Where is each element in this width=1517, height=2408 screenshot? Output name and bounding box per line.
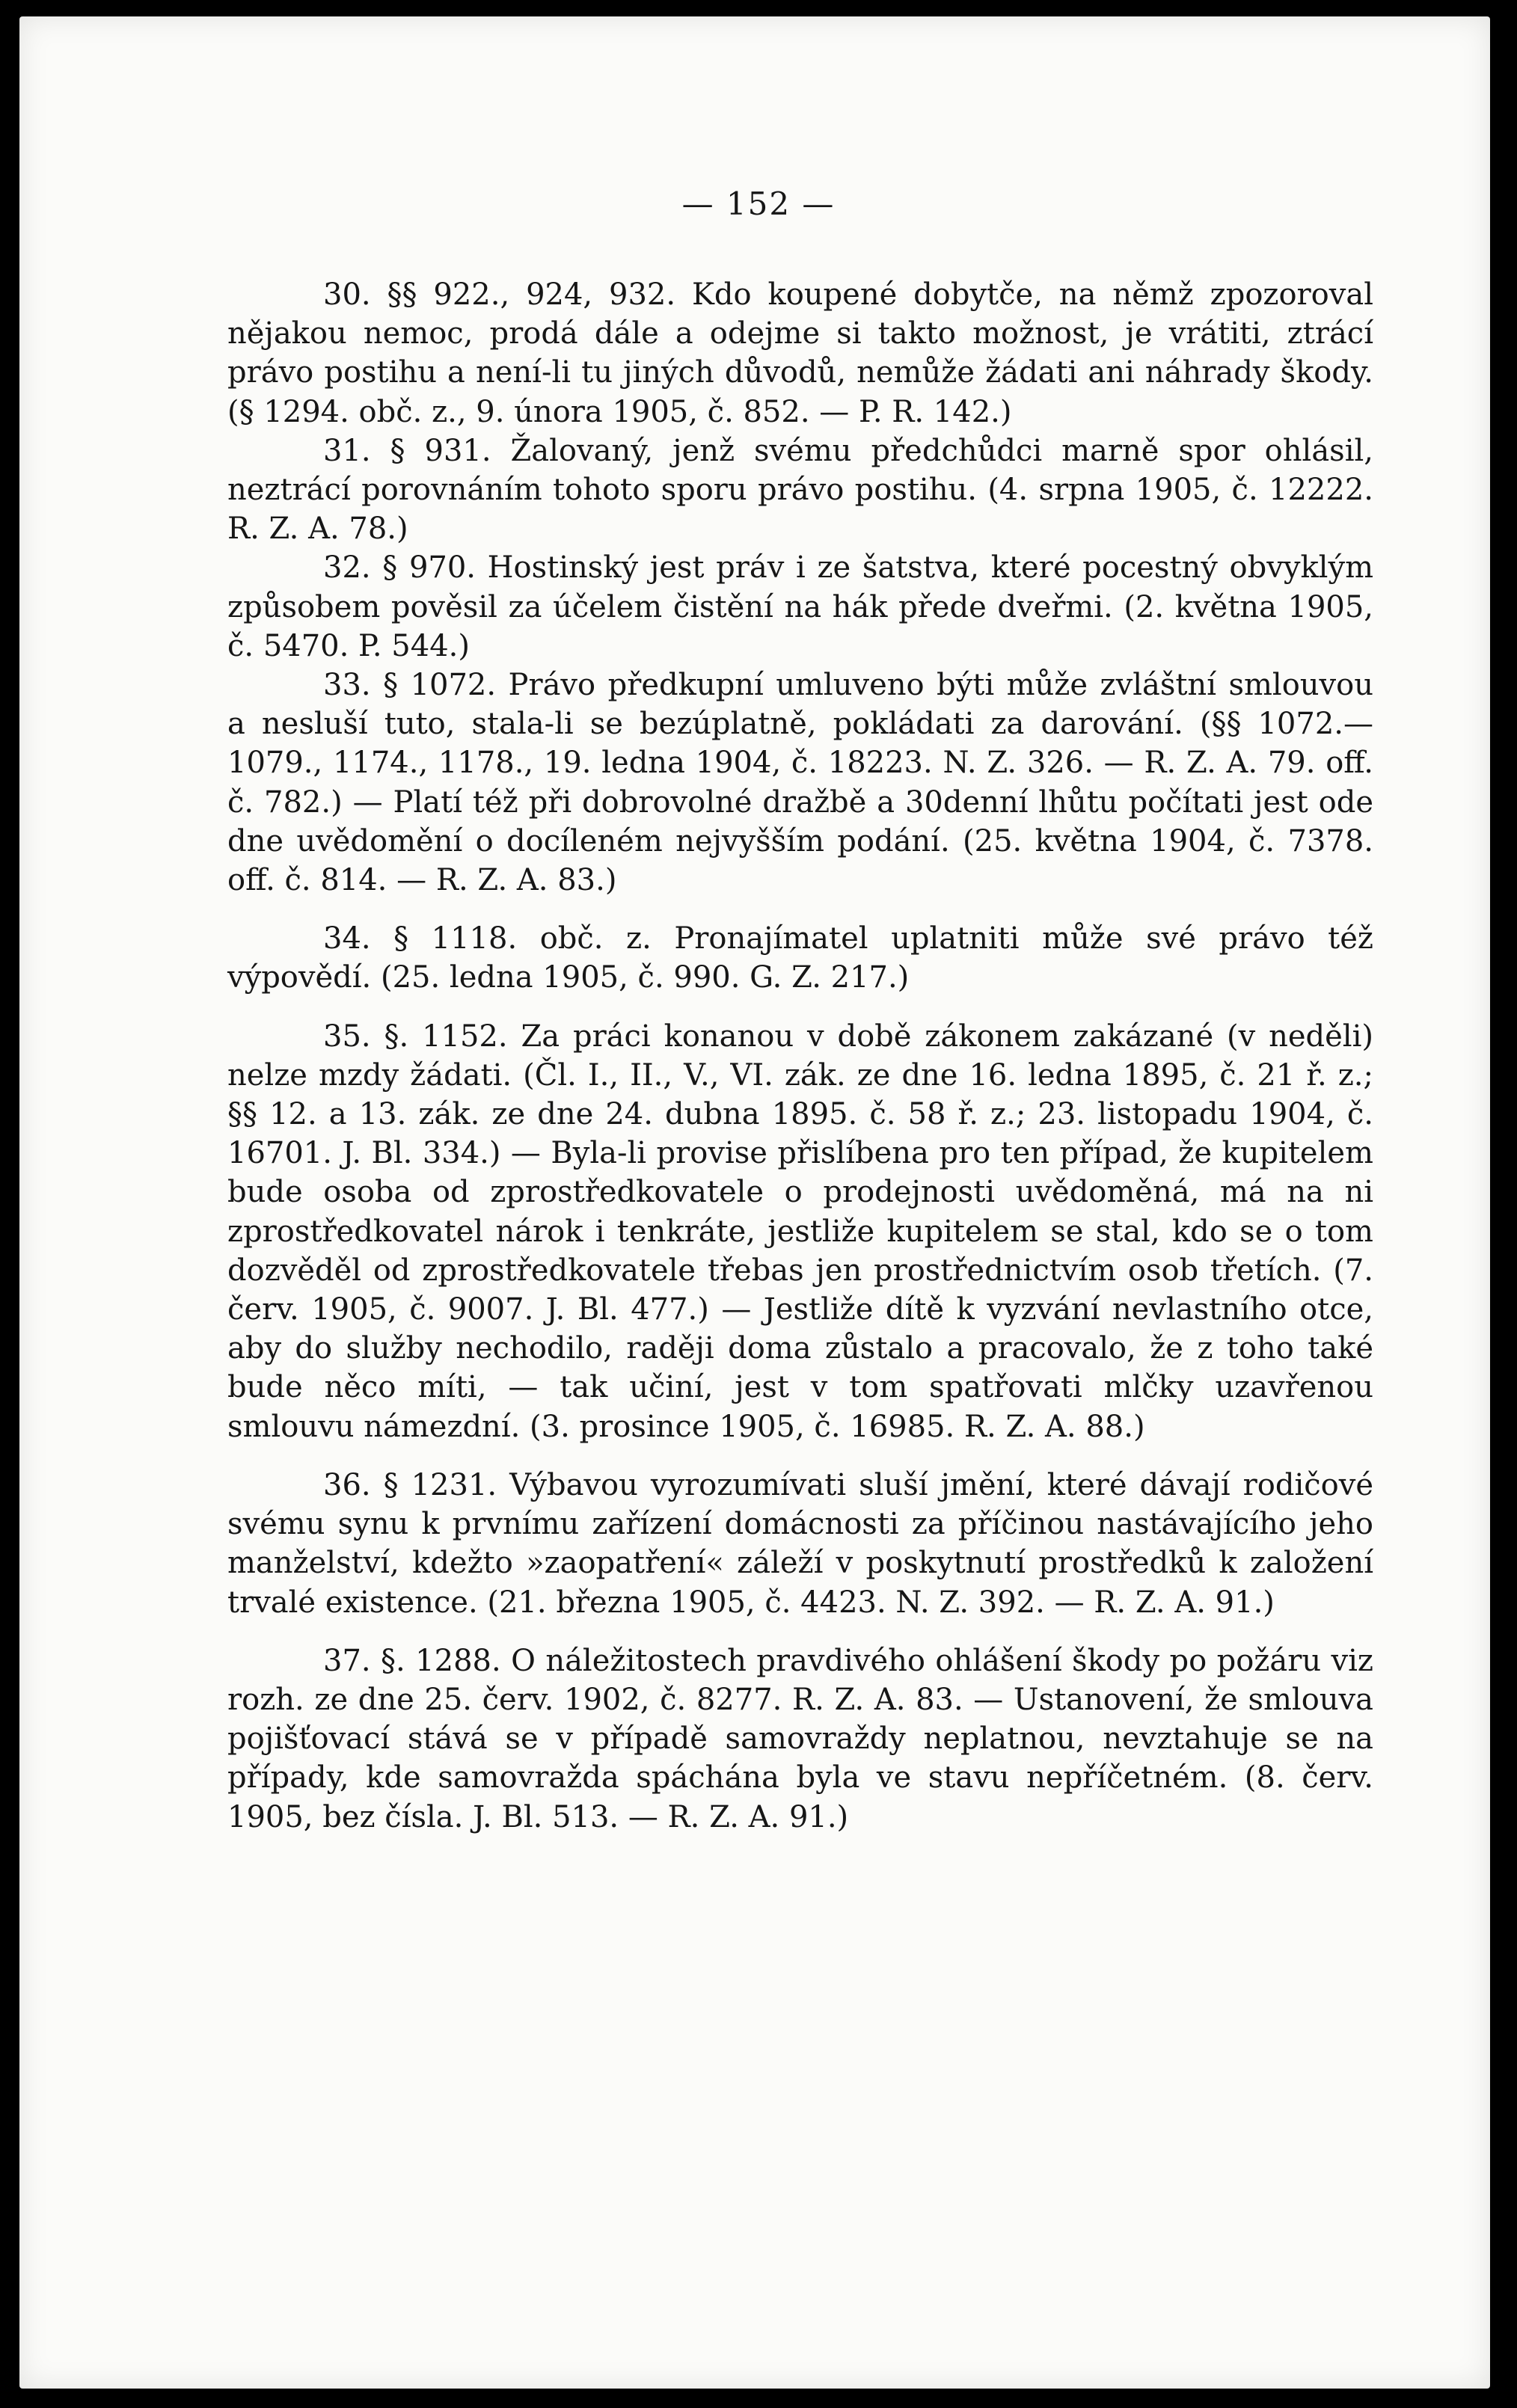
entry-31: 31. § 931. Žalovaný, jenž svému předchůdci marně spor ohlásil, neztrácí porovnáním tohoto sporu právo postihu. (4. srpna 1905, č. 12222. R. Z. A. 78.) xyxy=(227,433,1373,547)
page-number: — 152 — xyxy=(681,185,836,222)
entry-33: 33. § 1072. Právo předkupní umluveno býti může zvláštní smlouvou a nesluší tuto, stala-li se bezúplatně, pokládati za darování. (§§ 1072.—1079., 1174., 1178., 19. ledna 1904, č. 18223. N. Z. 326. — R. Z. A. 79. off. č. 782.) — Platí též při dobrovolné dražbě a 30denní lhůtu počítati jest ode dne uvědomění o docíleném nejvyšším podání. (25. května 1904, č. 7378. off. č. 814. — R. Z. A. 83.) xyxy=(227,668,1373,898)
entry-30: 30. §§ 922., 924, 932. Kdo koupené dobytče, na němž zpozoroval nějakou nemoc, prodá dále a odejme si takto možnost, je vrátiti, ztrácí právo postihu a není-li tu jiných důvodů, nemůže žádati ani náhrady škody. (§ 1294. obč. z., 9. února 1905, č. 852. — P. R. 142.) xyxy=(227,277,1373,429)
entry-34: 34. § 1118. obč. z. Pronajímatel uplatniti může své právo též výpovědí. (25. ledna 1905, č. 990. G. Z. 217.) xyxy=(227,921,1373,995)
entry-35: 35. §. 1152. Za práci konanou v době zákonem zakázané (v neděli) nelze mzdy žádati. (Čl. I., II., V., VI. zák. ze dne 16. ledna 1895, č. 21 ř. z.; §§ 12. a 13. zák. ze dne 24. dubna 1895. č. 58 ř. z.; 23. listopadu 1904, č. 16701. J. Bl. 334.) — Byla-li provise přislíbena pro ten případ, že kupitelem bude osoba od zprostředkovatele o prodejnosti uvědoměná, má na ni zprostředkovatel nárok i tenkráte, jestliže kupitelem se stal, kdo se o tom dozvěděl od zprostředkovatele třebas jen prostřednictvím osob třetích. (7. červ. 1905, č. 9007. J. Bl. 477.) — Jestliže dítě k vyzvání nevlastního otce, aby do služby nechodilo, raději doma zůstalo a pracovalo, že z toho také bude něco míti, — tak učiní, jest v tom spatřovati mlčky uzavřenou smlouvu námezdní. (3. prosince 1905, č. 16985. R. Z. A. 88.) xyxy=(227,1019,1373,1444)
body-text xyxy=(227,184,1373,1837)
entry-36: 36. § 1231. Výbavou vyrozumívati sluší jmění, které dávají rodičové svému synu k prvnímu zařízení domácnosti za příčinou nastávajícího jeho manželství, kdežto »zaopatření« záleží v poskytnutí prostředků k založení trvalé existence. (21. března 1905, č. 4423. N. Z. 392. — R. Z. A. 91.) xyxy=(227,1467,1373,1620)
entry-37: 37. §. 1288. O náležitostech pravdivého ohlášení škody po požáru viz rozh. ze dne 25. červ. 1902, č. 8277. R. Z. A. 83. — Ustanovení, že smlouva pojišťovací stává se v případě samovraždy neplatnou, nevztahuje se na případy, kde samovražda spáchána byla ve stavu nepříčetném. (8. červ. 1905, bez čísla. J. Bl. 513. — R. Z. A. 91.) xyxy=(227,1643,1373,1834)
entry-32: 32. § 970. Hostinský jest práv i ze šatstva, které pocestný obvyklým způsobem pověsil za účelem čistění na hák přede dveřmi. (2. května 1905, č. 5470. P. 544.) xyxy=(227,550,1373,663)
